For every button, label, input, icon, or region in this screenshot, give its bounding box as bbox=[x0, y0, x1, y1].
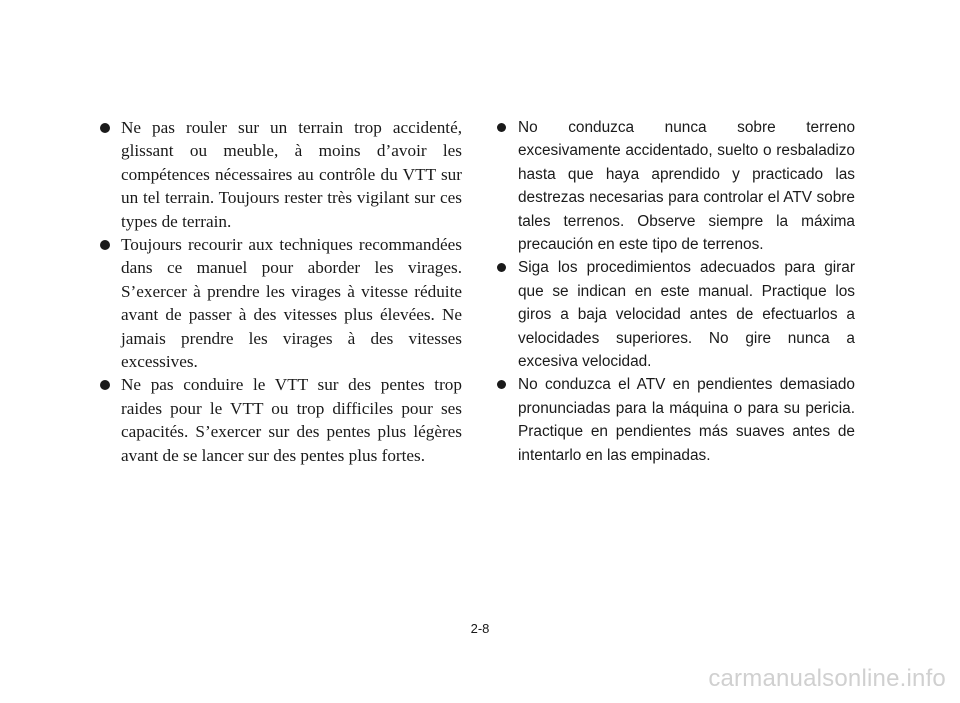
french-warning-list bbox=[98, 116, 462, 467]
spanish-item-text: No conduzca nunca sobre terreno excesivamente accidentado, suelto o resbaladizo hasta que haya aprendido y practicado las destrezas necesarias para controlar el ATV sobre tales terrenos. Observe siempre la máxima precaución en este tipo de terrenos. bbox=[518, 119, 855, 254]
list-item bbox=[496, 116, 855, 256]
spanish-item-text: No conduzca el ATV en pendientes demasiado pronunciadas para la máquina o para su pericia. Practique en pendientes más suaves antes de intentarlo en las empinadas. bbox=[518, 376, 855, 464]
bullet-icon bbox=[497, 123, 506, 132]
spanish-item-text: Siga los procedimientos adecuados para girar que se indican en este manual. Practique los giros a baja velocidad antes de efectuarlos a velocidades superiores. No gire nunca a excesiva velocidad. bbox=[518, 259, 855, 371]
list-item bbox=[98, 233, 462, 373]
list-item bbox=[98, 373, 462, 467]
french-item-text: Toujours recourir aux techniques recommandées dans ce manuel pour aborder les virages. S’exercer à prendre les virages à vitesse réduite avant de passer à des vitesses plus élevées. Ne jamais prendre les virages à des vitesses excessives. bbox=[121, 235, 462, 372]
bullet-icon bbox=[100, 380, 110, 390]
watermark-link[interactable]: carmanualsonline.info bbox=[708, 665, 946, 692]
bullet-icon bbox=[497, 263, 506, 272]
french-item-text: Ne pas rouler sur un terrain trop accidenté, glissant ou meuble, à moins d’avoir les compétences nécessaires au contrôle du VTT sur un tel terrain. Toujours rester très vigilant sur ces types de terrain. bbox=[121, 118, 462, 231]
list-item bbox=[496, 256, 855, 373]
list-item bbox=[496, 373, 855, 467]
page-number: 2-8 bbox=[470, 621, 490, 636]
bullet-icon bbox=[100, 240, 110, 250]
bullet-icon bbox=[497, 380, 506, 389]
list-item bbox=[98, 116, 462, 233]
spanish-warning-list bbox=[496, 116, 855, 467]
french-item-text: Ne pas conduire le VTT sur des pentes trop raides pour le VTT ou trop difficiles pour ses capacités. S’exercer sur des pentes plus légères avant de se lancer sur des pentes plus fortes. bbox=[121, 375, 462, 465]
bullet-icon bbox=[100, 123, 110, 133]
